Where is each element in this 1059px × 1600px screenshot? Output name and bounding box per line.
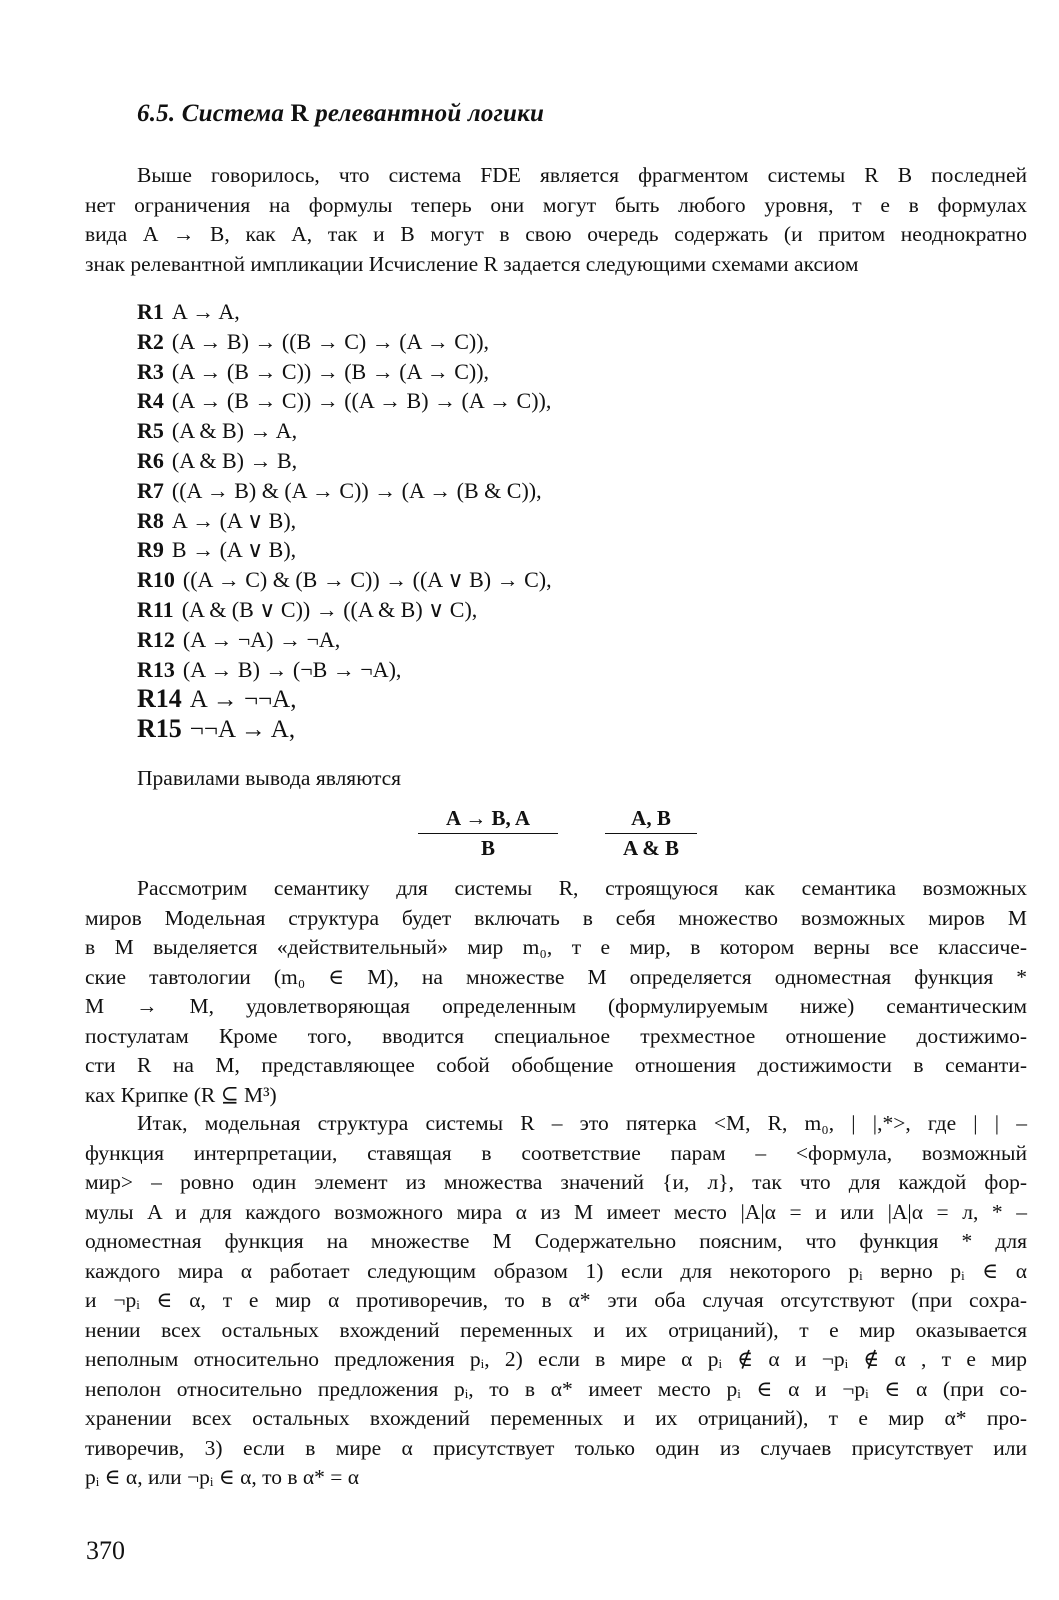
section-title-system-letter: R (290, 100, 309, 127)
axiom-label: R12 (137, 626, 175, 652)
axiom-formula: ¬¬A → A, (189, 716, 296, 744)
text-line: pᵢ ∈ α, или ¬pᵢ ∈ α, то в α* = α (85, 1465, 360, 1489)
text-line: нет ограничения на формулы теперь они могут быть любого уровня, т е в формулах (85, 192, 1027, 217)
text-line: каждого мира α работает следующим образом 1) если для некоторого pᵢ верно pᵢ ∈ α (85, 1258, 1027, 1283)
axiom-item (137, 535, 552, 565)
inference-rule-modus-ponens (418, 806, 558, 861)
axiom-item (137, 506, 552, 536)
text-line: мулы A и для каждого возможного мира α из M имеет место |A|α = и или |A|α = л, * – (85, 1199, 1027, 1224)
text-line: неполон относительно предложения pᵢ, то в α* имеет место pᵢ ∈ α и ¬pᵢ ∈ α (при со- (85, 1376, 1027, 1401)
axiom-item (137, 446, 552, 476)
axiom-item (137, 684, 552, 714)
axiom-item (137, 625, 552, 655)
intro-paragraph (85, 161, 1027, 279)
axiom-label: R8 (137, 507, 164, 533)
axiom-label: R4 (137, 388, 164, 414)
axiom-label: R9 (137, 537, 164, 563)
text-line: миров Модельная структура будет включать в себя множество возможных миров M (85, 905, 1027, 930)
axiom-label: R14 (137, 684, 182, 714)
axiom-label: R6 (137, 447, 164, 473)
axiom-formula: B → (A ∨ B), (171, 537, 297, 563)
axiom-item (137, 297, 552, 327)
rule-conclusion: B (480, 836, 495, 860)
text-line: в M выделяется «действительный» мир m₀, т е мир, в котором верны все классиче- (85, 935, 1027, 959)
axiom-item (137, 595, 552, 625)
rule-conclusion: A & B (622, 836, 679, 860)
axiom-item (137, 655, 552, 685)
axiom-item (137, 386, 552, 416)
rule-premises: A → B, A (418, 806, 558, 834)
axiom-formula: (A & (B ∨ C)) → ((A & B) ∨ C), (181, 596, 478, 622)
text-line: ские тавтологии (m₀ ∈ M), на множестве M определяется одноместная функция * (85, 964, 1027, 989)
axiom-formula: (A → (B → C)) → ((A → B) → (A → C)), (171, 388, 552, 414)
section-title-part-2: релевантной логики (315, 100, 545, 127)
section-heading (137, 100, 544, 128)
axiom-formula: (A & B) → B, (171, 447, 298, 473)
axiom-formula: A → A, (171, 299, 240, 324)
section-title-part-1: Система (181, 100, 285, 127)
axiom-label: R5 (137, 418, 164, 444)
axiom-formula: (A & B) → A, (171, 418, 298, 444)
axiom-list (137, 297, 552, 744)
axiom-item (137, 357, 552, 387)
axiom-item (137, 327, 552, 357)
axiom-item (137, 714, 552, 744)
axiom-item (137, 476, 552, 506)
axiom-item (137, 565, 552, 595)
axiom-item (137, 416, 552, 446)
text-line: знак релевантной импликации Исчисление R задается следующими схемами аксиом (85, 251, 859, 276)
text-line: Рассмотрим семантику для системы R, строящуюся как семантика возможных (137, 876, 1027, 900)
text-line: одноместная функция на множестве M Содержательно поясним, что функция * для (85, 1229, 1027, 1253)
section-number: 6.5. (137, 100, 176, 127)
page-number: 370 (86, 1536, 125, 1565)
axiom-formula: (A → ¬A) → ¬A, (182, 626, 341, 652)
text-line: и ¬pᵢ ∈ α, т е мир α противоречив, то в α* эти оба случая отсутствуют (при сохра- (85, 1288, 1027, 1312)
text-line: тиворечив, 3) если в мире α присутствует только один из случаев присутствует или (85, 1435, 1027, 1460)
text-line: неполным относительно предложения pᵢ, 2) если в мире α pᵢ ∉ α и ¬pᵢ ∉ α , т е мир (85, 1347, 1027, 1371)
text-line: Итак, модельная структура системы R – это пятерка <M, R, m₀, | |,*>, где | | – (137, 1111, 1027, 1135)
text-line: ках Крипке (R ⊆ M³) (85, 1082, 277, 1107)
text-line: M → M, удовлетворяющая определенным (формулируемым ниже) семантическим (85, 994, 1027, 1018)
inference-rule-adjunction (605, 806, 697, 861)
axiom-formula: ((A → B) & (A → C)) → (A → (B & C)), (171, 477, 542, 503)
axiom-label: R7 (137, 477, 164, 503)
axiom-formula: ((A → C) & (B → C)) → ((A ∨ B) → C), (182, 567, 552, 593)
rule-premises: A, B (605, 806, 697, 834)
axiom-formula: (A → B) → ((B → C) → (A → C)), (171, 328, 490, 354)
axiom-label: R13 (137, 656, 175, 682)
axiom-label: R10 (137, 567, 175, 593)
text-line: функция интерпретации, ставящая в соответствие парам – <формула, возможный (85, 1140, 1027, 1165)
axiom-label: R1 (137, 299, 164, 324)
axiom-formula: A → (A ∨ B), (171, 507, 297, 533)
rules-intro: Правилами вывода являются (137, 766, 402, 790)
semantics-paragraph (85, 874, 1027, 1110)
axiom-label: R3 (137, 358, 164, 384)
axiom-label: R11 (137, 596, 174, 622)
axiom-label: R15 (137, 714, 182, 744)
text-line: постулатам Кроме того, вводится специальное трехместное отношение достижимо- (85, 1023, 1027, 1048)
axiom-formula: (A → (B → C)) → (B → (A → C)), (171, 358, 490, 384)
text-line: мир> – ровно один элемент из множества значений {и, л}, так что для каждой фор- (85, 1170, 1027, 1194)
text-line: вида A → B, как A, так и B могут в свою очередь содержать (и притом неоднократно (85, 222, 1027, 246)
text-line: хранении всех остальных вхождений переменных и их отрицаний), т е мир α* про- (85, 1406, 1027, 1430)
text-line: сти R на M, представляющее собой обобщение отношения достижимости в семанти- (85, 1053, 1027, 1077)
text-line: Выше говорилось, что система FDE является фрагментом системы R В последней (137, 163, 1027, 187)
axiom-label: R2 (137, 328, 164, 354)
axiom-formula: (A → B) → (¬B → ¬A), (182, 656, 402, 682)
axiom-formula: A → ¬¬A, (189, 686, 297, 714)
text-line: нении всех остальных вхождений переменных и их отрицаний), т е мир оказывается (85, 1317, 1027, 1342)
model-structure-paragraph (85, 1109, 1027, 1493)
